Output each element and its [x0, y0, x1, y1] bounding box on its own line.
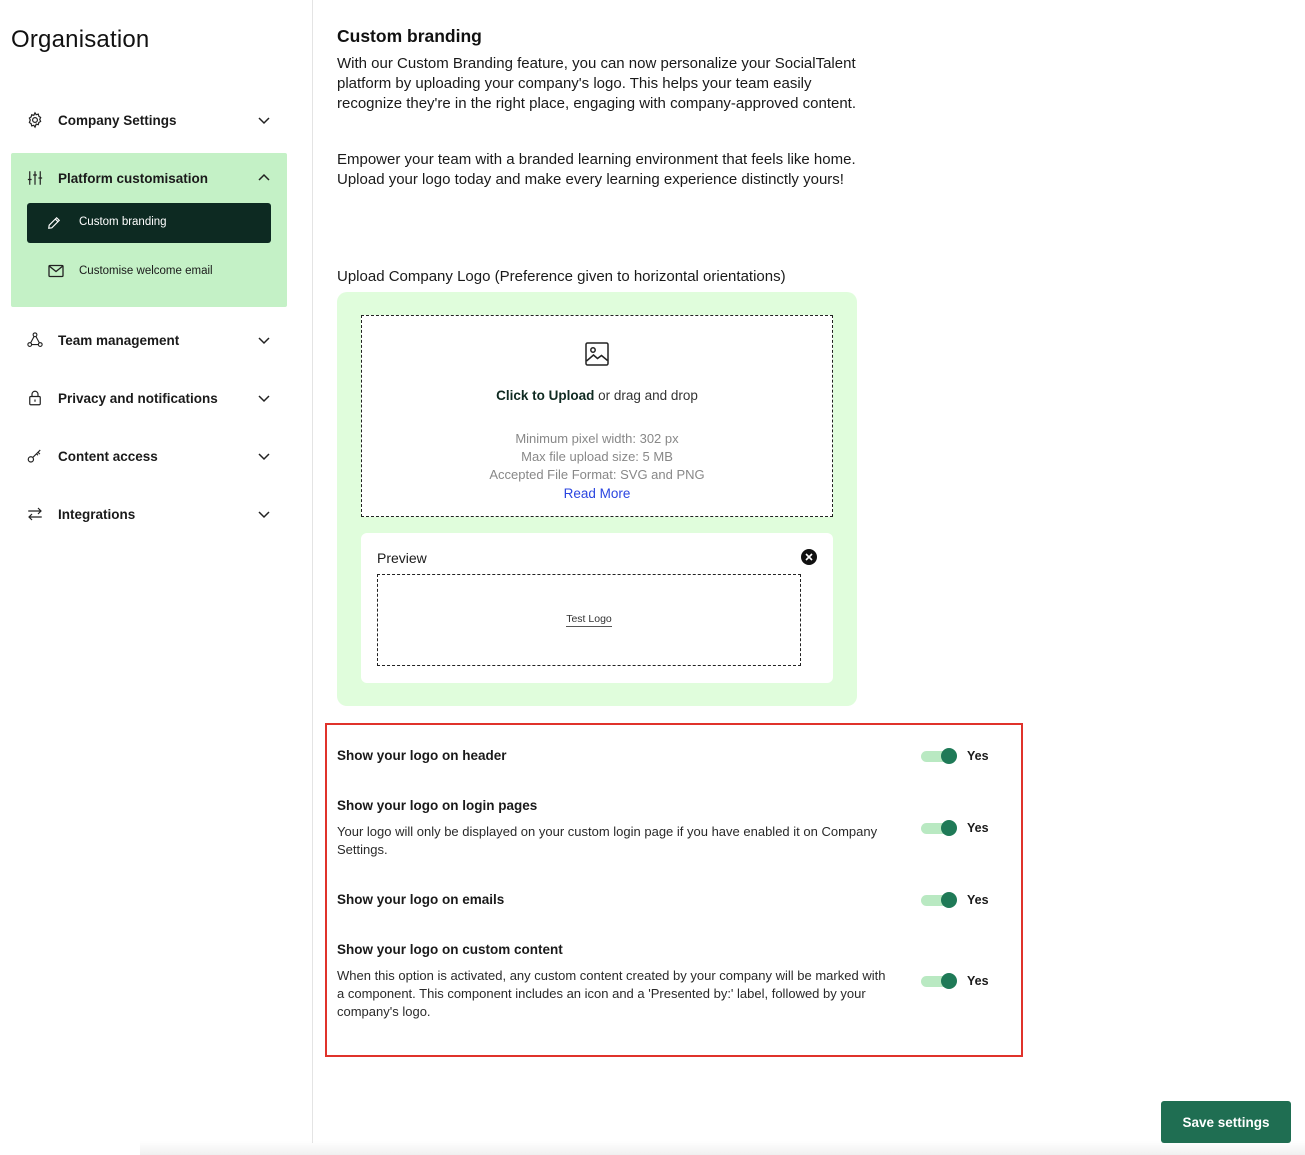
sidebar-item-content-access[interactable]: [11, 436, 287, 476]
chevron-down-icon: [257, 113, 271, 127]
toggle-logo-custom-content[interactable]: [921, 973, 957, 989]
sidebar-item-company-settings[interactable]: [11, 100, 287, 140]
sliders-icon: [26, 169, 44, 187]
chevron-down-icon: [257, 449, 271, 463]
image-icon: [584, 341, 610, 367]
setting-desc-login: Your logo will only be displayed on your custom login page if you have enabled it on Company Settings.: [337, 824, 878, 857]
chevron-down-icon: [257, 507, 271, 521]
setting-title-emails: Show your logo on emails: [337, 892, 505, 907]
upload-section-title: Upload Company Logo (Preference given to horizontal orientations): [337, 268, 786, 285]
sidebar-item-label: Company Settings: [58, 112, 177, 128]
read-more-link[interactable]: Read More: [563, 486, 631, 501]
close-icon: [801, 549, 817, 565]
preview-card: [361, 533, 833, 683]
toggle-logo-emails[interactable]: [921, 892, 957, 908]
key-icon: [26, 447, 44, 465]
sidebar-item-privacy-notifications[interactable]: [11, 378, 287, 418]
setting-desc-custom-content: When this option is activated, any custom content created by your company will be marked with a component. This component includes an icon and a 'Presented by:' label, followed by your company's logo.: [337, 968, 886, 1019]
team-icon: [26, 331, 44, 349]
footer-shadow: [140, 1141, 1305, 1155]
pencil-icon: [47, 216, 61, 230]
sidebar-title: Organisation: [11, 26, 150, 53]
setting-title-custom-content: Show your logo on custom content: [337, 942, 563, 957]
preview-logo-text: Test Logo: [566, 613, 612, 625]
upload-max-size: Max file upload size: 5 MB: [521, 449, 673, 464]
sidebar-subitem-label: Custom branding: [79, 216, 167, 228]
upload-formats: Accepted File Format: SVG and PNG: [489, 467, 705, 482]
sidebar-item-label: Team management: [58, 332, 180, 348]
chevron-down-icon: [257, 333, 271, 347]
preview-logo-area: [377, 574, 801, 666]
toggle-logo-login[interactable]: [921, 820, 957, 836]
close-preview-button[interactable]: [801, 549, 817, 565]
preview-label: Preview: [377, 550, 427, 566]
setting-title-login: Show your logo on login pages: [337, 798, 538, 813]
upload-instructions: [362, 388, 832, 403]
sidebar-subitem-customise-welcome-email[interactable]: [27, 252, 271, 292]
chevron-down-icon: [257, 391, 271, 405]
gear-icon: [26, 111, 44, 129]
arrows-exchange-icon: [26, 505, 44, 523]
intro-paragraph: With our Custom Branding feature, you can now personalize your SocialTalent platform by uploading your company's logo. This helps your team easily recognize they're in the right place, engaging with company-approved content.: [337, 55, 857, 112]
toggle-value: Yes: [967, 974, 989, 988]
toggle-logo-header[interactable]: [921, 748, 957, 764]
logo-dropzone[interactable]: [361, 315, 833, 517]
sidebar-item-label: Content access: [58, 448, 158, 464]
sidebar-item-integrations[interactable]: [11, 494, 287, 534]
sidebar-item-label: Privacy and notifications: [58, 390, 218, 406]
toggle-value: Yes: [967, 821, 989, 835]
setting-title-header: Show your logo on header: [337, 748, 507, 763]
page-title: Custom branding: [337, 26, 482, 46]
chevron-up-icon: [257, 171, 271, 185]
drag-drop-label: or drag and drop: [594, 388, 698, 403]
sidebar-item-label: Platform customisation: [58, 170, 209, 186]
intro-paragraph-2: Empower your team with a branded learning environment that feels like home. Upload your logo today and make every learning experience distinctly yours!: [337, 151, 856, 188]
envelope-icon: [48, 264, 64, 278]
upload-min-width: Minimum pixel width: 302 px: [515, 431, 679, 446]
save-settings-button[interactable]: Save settings: [1161, 1101, 1291, 1143]
sidebar-subitem-label: Customise welcome email: [79, 265, 213, 277]
toggle-value: Yes: [967, 749, 989, 763]
sidebar-item-label: Integrations: [58, 506, 136, 522]
sidebar-item-platform-customisation[interactable]: [11, 158, 287, 198]
click-to-upload-label[interactable]: Click to Upload: [496, 388, 595, 403]
sidebar-subitem-custom-branding[interactable]: [27, 203, 271, 243]
lock-icon: [26, 389, 44, 407]
sidebar: [0, 0, 313, 1143]
toggle-value: Yes: [967, 893, 989, 907]
sidebar-item-team-management[interactable]: [11, 320, 287, 360]
